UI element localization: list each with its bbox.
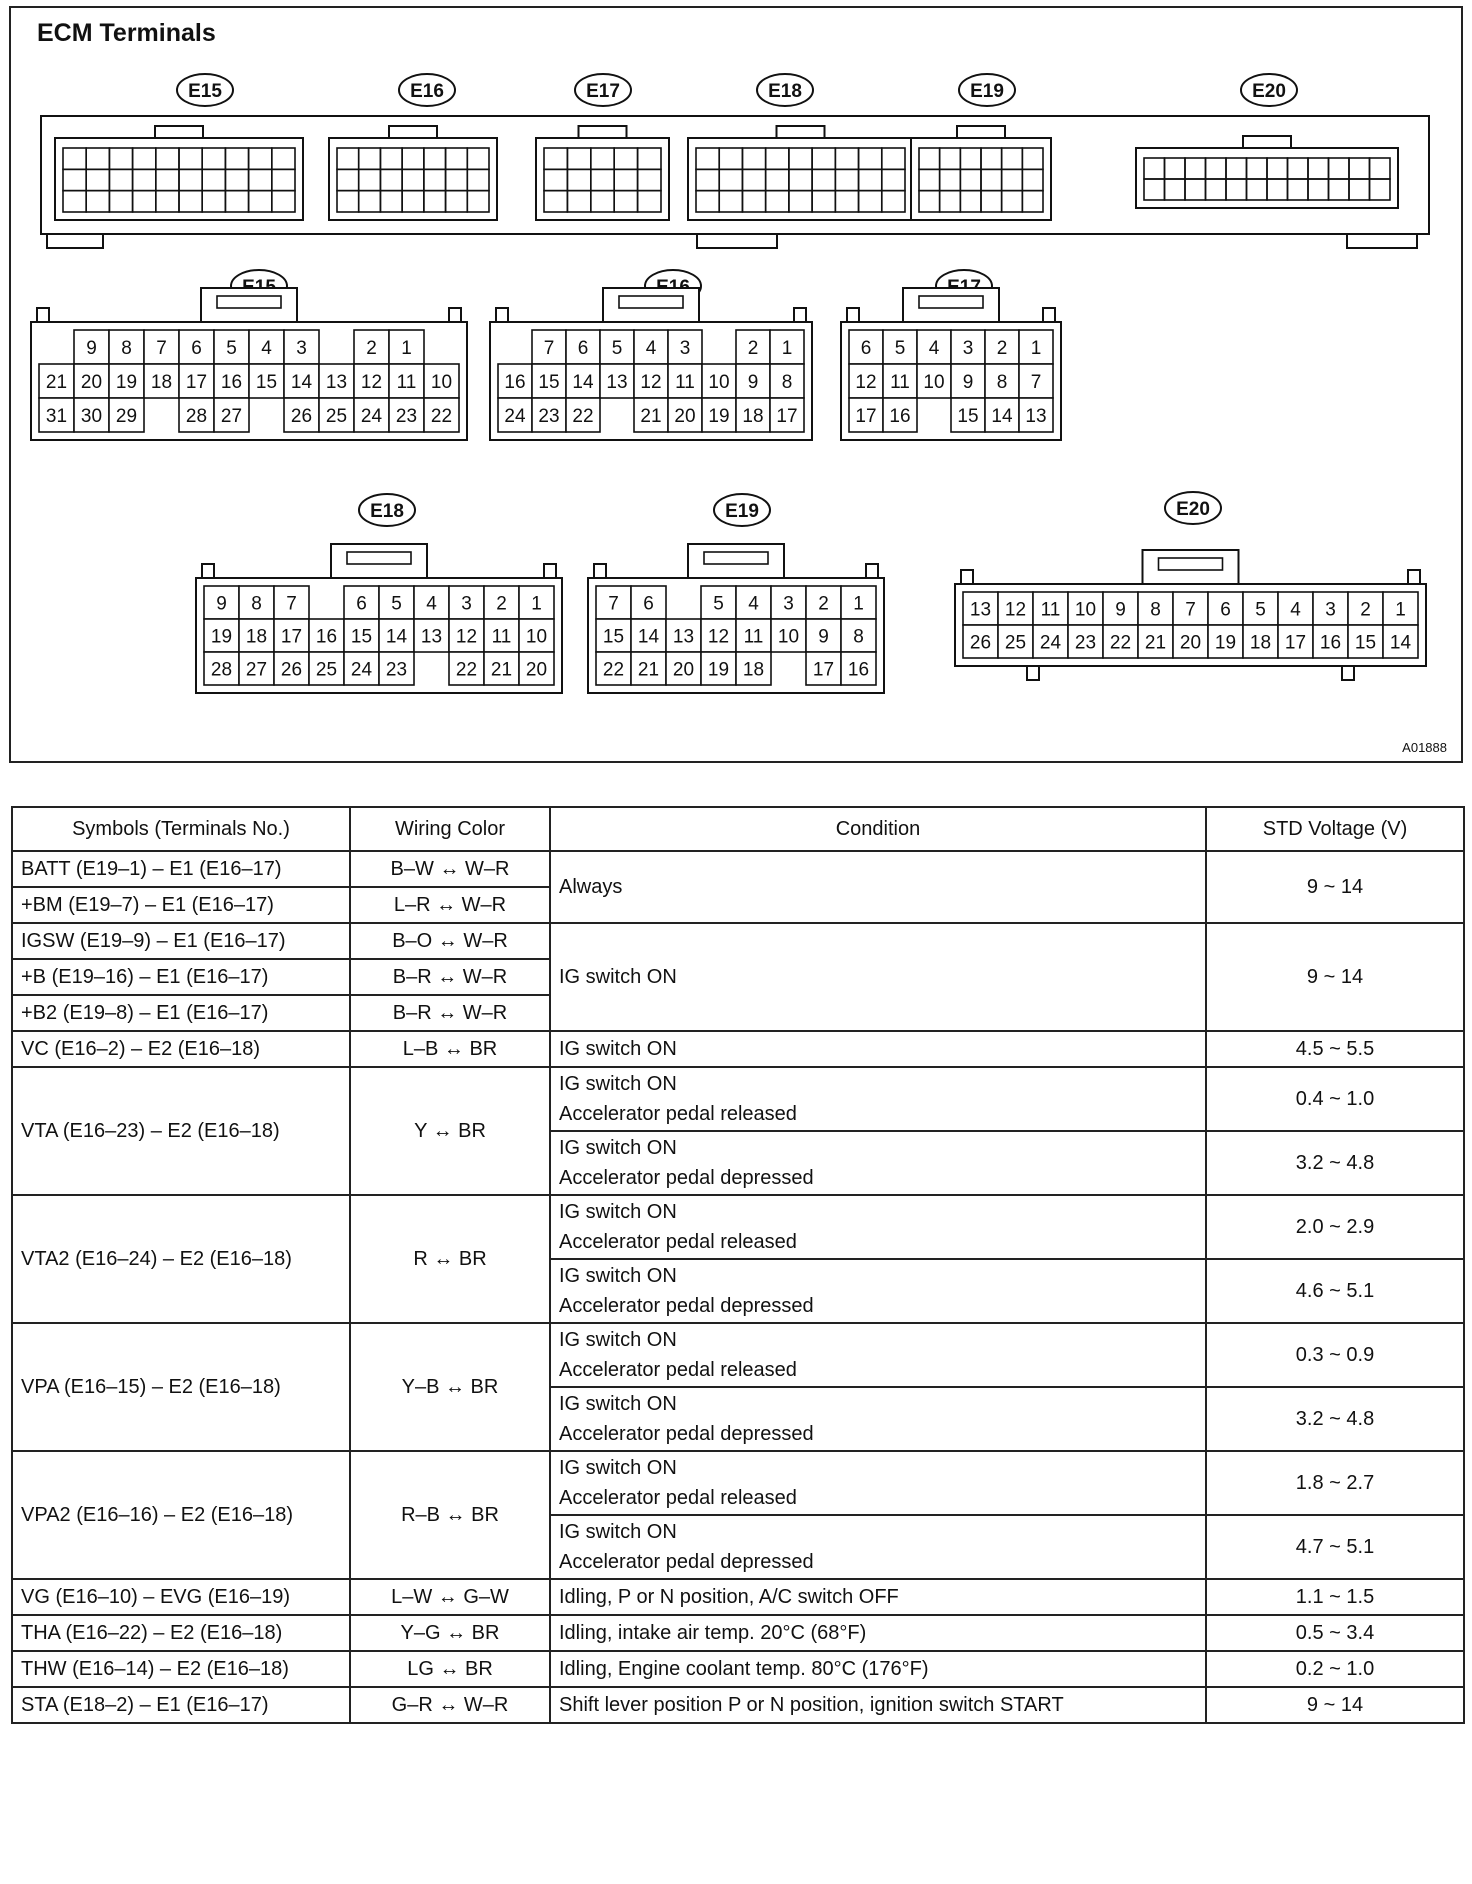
- pin-number: 6: [191, 338, 202, 359]
- pin-number: 26: [969, 632, 992, 654]
- condition-cell: [550, 1515, 1206, 1579]
- top-label-e20: E20: [1252, 81, 1286, 102]
- pin-number: 5: [713, 593, 724, 615]
- std-voltage-cell: 0.2 ~ 1.0: [1206, 1651, 1464, 1687]
- header-std-voltage: STD Voltage (V): [1206, 807, 1464, 851]
- pin-number: 4: [261, 338, 272, 359]
- condition-text: Idling, Engine coolant temp. 80°C (176°F): [559, 1658, 929, 1680]
- symbol-cell: +BM (E19–7) – E1 (E16–17): [12, 887, 350, 923]
- pin-number: 30: [80, 406, 103, 427]
- pin-number: 4: [645, 338, 657, 359]
- condition-text: IG switch ON: [559, 1137, 677, 1159]
- pin-number: 4: [928, 338, 940, 359]
- pin-number: 11: [743, 626, 764, 648]
- condition-text: Accelerator pedal released: [559, 1103, 797, 1125]
- pin-number: 5: [391, 593, 402, 615]
- pin-number: 17: [185, 372, 208, 393]
- pin-number: 10: [923, 372, 945, 393]
- pin-number: 29: [115, 406, 138, 427]
- pin-number: 28: [185, 406, 208, 427]
- pin-number: 15: [350, 626, 373, 648]
- pin-number: 12: [360, 372, 383, 393]
- connector-e18-label: E18: [370, 501, 404, 522]
- connector-e20-post: [1408, 570, 1420, 584]
- condition-cell: [550, 1579, 1206, 1615]
- pin-number: 4: [1290, 599, 1301, 621]
- pin-number: 5: [1255, 599, 1266, 621]
- symbol-cell: THW (E16–14) – E2 (E16–18): [12, 1651, 350, 1687]
- connector-e15-latch: [201, 288, 297, 322]
- pin-number: 9: [1115, 599, 1126, 621]
- condition-text: Accelerator pedal released: [559, 1359, 797, 1381]
- pin-number: 11: [491, 626, 512, 648]
- ecm-connector-drawing: [11, 8, 1461, 761]
- pin-number: 11: [675, 372, 695, 393]
- pin-number: 16: [847, 659, 870, 681]
- condition-text: IG switch ON: [559, 1201, 677, 1223]
- pin-number: 16: [315, 626, 338, 648]
- wiring-color-cell: L–B ↔ BR: [350, 1031, 550, 1067]
- pin-number: 21: [637, 659, 660, 681]
- pin-number: 19: [707, 659, 730, 681]
- pin-number: 12: [855, 372, 877, 393]
- pin-number: 14: [637, 626, 660, 648]
- top-label-e18: E18: [768, 81, 802, 102]
- pin-number: 9: [86, 338, 97, 359]
- pin-number: 19: [115, 372, 138, 393]
- pin-number: 6: [1220, 599, 1231, 621]
- pin-number: 15: [602, 626, 625, 648]
- std-voltage-cell: 2.0 ~ 2.9: [1206, 1195, 1464, 1259]
- connector-e17-latch: [903, 288, 999, 322]
- pin-number: 8: [251, 593, 262, 615]
- pin-number: 20: [674, 406, 696, 427]
- pin-number: 26: [280, 659, 303, 681]
- condition-cell: [550, 1451, 1206, 1515]
- pin-number: 9: [962, 372, 974, 393]
- pin-number: 13: [420, 626, 443, 648]
- pin-number: 9: [818, 626, 829, 648]
- symbol-cell: IGSW (E19–9) – E1 (E16–17): [12, 923, 350, 959]
- pin-number: 10: [525, 626, 548, 648]
- table-body: [12, 851, 1464, 1723]
- pin-number: 3: [1325, 599, 1336, 621]
- top-connector-latch: [777, 126, 825, 138]
- pin-number: 22: [455, 659, 478, 681]
- condition-text: Accelerator pedal depressed: [559, 1167, 814, 1189]
- condition-cell: [550, 1615, 1206, 1651]
- connector-e19-latch: [688, 544, 784, 578]
- pin-number: 16: [889, 406, 911, 427]
- pin-number: 24: [350, 659, 373, 681]
- condition-cell: [550, 923, 1206, 1031]
- connector-e20-post: [1027, 666, 1039, 680]
- condition-cell: [550, 1131, 1206, 1195]
- pin-number: 14: [290, 372, 313, 393]
- pin-number: 19: [1214, 632, 1237, 654]
- table-row: [12, 1031, 1464, 1067]
- pin-number: 5: [894, 338, 906, 359]
- pin-number: 12: [455, 626, 478, 648]
- condition-text: IG switch ON: [559, 1073, 677, 1095]
- pin-number: 25: [315, 659, 338, 681]
- condition-text: IG switch ON: [559, 1393, 677, 1415]
- pin-number: 18: [150, 372, 173, 393]
- connector-e18-post: [202, 564, 214, 578]
- pin-number: 8: [781, 372, 793, 393]
- pin-number: 2: [818, 593, 829, 615]
- connector-e20-post: [1342, 666, 1354, 680]
- pin-number: 3: [783, 593, 794, 615]
- top-label-e16: E16: [410, 81, 444, 102]
- pin-number: 25: [1004, 632, 1027, 654]
- connector-e20-label: E20: [1176, 499, 1210, 520]
- symbol-cell: VTA2 (E16–24) – E2 (E16–18): [12, 1195, 350, 1323]
- pin-number: 31: [45, 406, 68, 427]
- terminal-spec-table: [11, 806, 1465, 1724]
- connector-e18-latch: [331, 544, 427, 578]
- condition-text: Idling, P or N position, A/C switch OFF: [559, 1586, 899, 1608]
- pin-number: 10: [708, 372, 730, 393]
- pin-number: 5: [226, 338, 237, 359]
- pin-number: 7: [608, 593, 619, 615]
- pin-number: 20: [672, 659, 695, 681]
- condition-text: Accelerator pedal released: [559, 1231, 797, 1253]
- pin-number: 13: [1025, 406, 1047, 427]
- pin-number: 26: [290, 406, 313, 427]
- pin-number: 12: [707, 626, 730, 648]
- condition-text: IG switch ON: [559, 1521, 677, 1543]
- condition-text: Accelerator pedal depressed: [559, 1295, 814, 1317]
- header-condition: Condition: [550, 807, 1206, 851]
- ecm-terminals-diagram: [9, 6, 1463, 763]
- pin-number: 8: [853, 626, 864, 648]
- pin-number: 7: [156, 338, 167, 359]
- pin-number: 1: [781, 338, 793, 359]
- table-row: [12, 851, 1464, 887]
- pin-number: 24: [360, 406, 383, 427]
- table-row: [12, 923, 1464, 959]
- wiring-color-cell: R ↔ BR: [350, 1195, 550, 1323]
- std-voltage-cell: 9 ~ 14: [1206, 923, 1464, 1031]
- std-voltage-cell: 4.6 ~ 5.1: [1206, 1259, 1464, 1323]
- std-voltage-cell: 4.7 ~ 5.1: [1206, 1515, 1464, 1579]
- condition-cell: [550, 1195, 1206, 1259]
- pin-number: 15: [957, 406, 979, 427]
- pin-number: 3: [461, 593, 472, 615]
- symbol-cell: STA (E18–2) – E1 (E16–17): [12, 1687, 350, 1723]
- pin-number: 23: [385, 659, 408, 681]
- condition-text: Accelerator pedal depressed: [559, 1551, 814, 1573]
- symbol-cell: VC (E16–2) – E2 (E16–18): [12, 1031, 350, 1067]
- pin-number: 4: [426, 593, 437, 615]
- pin-number: 17: [812, 659, 835, 681]
- pin-number: 1: [401, 338, 412, 359]
- condition-cell: [550, 1067, 1206, 1131]
- pin-number: 1: [853, 593, 864, 615]
- pin-number: 17: [280, 626, 303, 648]
- pin-number: 18: [742, 659, 765, 681]
- condition-text: Always: [559, 876, 623, 898]
- top-label-e19: E19: [970, 81, 1004, 102]
- connector-e15-post: [37, 308, 49, 322]
- top-label-e15: E15: [188, 81, 222, 102]
- symbol-cell: +B2 (E19–8) – E1 (E16–17): [12, 995, 350, 1031]
- pin-number: 2: [366, 338, 377, 359]
- pin-number: 8: [121, 338, 132, 359]
- symbol-cell: +B (E19–16) – E1 (E16–17): [12, 959, 350, 995]
- symbol-cell: BATT (E19–1) – E1 (E16–17): [12, 851, 350, 887]
- pin-number: 11: [890, 372, 910, 393]
- table-row: [12, 1687, 1464, 1723]
- pin-number: 7: [543, 338, 555, 359]
- connector-e17-post: [847, 308, 859, 322]
- pin-number: 7: [1030, 372, 1042, 393]
- pin-number: 2: [747, 338, 759, 359]
- wiring-color-cell: B–W ↔ W–R: [350, 851, 550, 887]
- pin-number: 16: [504, 372, 526, 393]
- pin-number: 13: [969, 599, 992, 621]
- wiring-color-cell: B–R ↔ W–R: [350, 959, 550, 995]
- std-voltage-cell: 0.4 ~ 1.0: [1206, 1067, 1464, 1131]
- header-wiring-color: Wiring Color: [350, 807, 550, 851]
- condition-text: Accelerator pedal released: [559, 1487, 797, 1509]
- ecm-housing-foot: [697, 234, 777, 248]
- connector-e17-post: [1043, 308, 1055, 322]
- pin-number: 18: [742, 406, 764, 427]
- wiring-color-cell: Y–G ↔ BR: [350, 1615, 550, 1651]
- ecm-housing-foot: [47, 234, 103, 248]
- pin-number: 6: [860, 338, 872, 359]
- pin-number: 16: [1319, 632, 1342, 654]
- std-voltage-cell: 0.3 ~ 0.9: [1206, 1323, 1464, 1387]
- pin-number: 3: [296, 338, 307, 359]
- top-connector-latch: [579, 126, 627, 138]
- pin-number: 22: [1109, 632, 1132, 654]
- pin-number: 8: [996, 372, 1008, 393]
- std-voltage-cell: 9 ~ 14: [1206, 851, 1464, 923]
- table-row: [12, 1323, 1464, 1387]
- pin-number: 11: [396, 372, 417, 393]
- table-row: [12, 1451, 1464, 1515]
- wiring-color-cell: G–R ↔ W–R: [350, 1687, 550, 1723]
- pin-number: 24: [1039, 632, 1062, 654]
- condition-text: IG switch ON: [559, 966, 677, 988]
- pin-number: 25: [325, 406, 348, 427]
- pin-number: 13: [672, 626, 695, 648]
- symbol-cell: VTA (E16–23) – E2 (E16–18): [12, 1067, 350, 1195]
- pin-number: 24: [504, 406, 526, 427]
- wiring-color-cell: L–W ↔ G–W: [350, 1579, 550, 1615]
- pin-number: 2: [1360, 599, 1371, 621]
- std-voltage-cell: 3.2 ~ 4.8: [1206, 1387, 1464, 1451]
- pin-number: 15: [538, 372, 560, 393]
- pin-number: 10: [1074, 599, 1097, 621]
- std-voltage-cell: 0.5 ~ 3.4: [1206, 1615, 1464, 1651]
- connector-e19-label: E19: [725, 501, 759, 522]
- table-row: [12, 1195, 1464, 1259]
- pin-number: 6: [643, 593, 654, 615]
- condition-cell: [550, 1387, 1206, 1451]
- pin-number: 7: [1185, 599, 1196, 621]
- pin-number: 20: [525, 659, 548, 681]
- pin-number: 23: [538, 406, 560, 427]
- pin-number: 12: [640, 372, 662, 393]
- connector-e19-post: [594, 564, 606, 578]
- wiring-color-cell: R–B ↔ BR: [350, 1451, 550, 1579]
- symbol-cell: VG (E16–10) – EVG (E16–19): [12, 1579, 350, 1615]
- pin-number: 17: [1284, 632, 1307, 654]
- pin-number: 11: [1040, 599, 1061, 621]
- pin-number: 23: [395, 406, 418, 427]
- pin-number: 1: [1030, 338, 1042, 359]
- header-symbols: Symbols (Terminals No.): [12, 807, 350, 851]
- pin-number: 28: [210, 659, 233, 681]
- pin-number: 22: [430, 406, 453, 427]
- pin-number: 18: [245, 626, 268, 648]
- pin-number: 27: [220, 406, 243, 427]
- pin-number: 18: [1249, 632, 1272, 654]
- pin-number: 5: [611, 338, 623, 359]
- condition-cell: [550, 1259, 1206, 1323]
- top-connector-latch: [957, 126, 1005, 138]
- pin-number: 23: [1074, 632, 1097, 654]
- connector-e20-latch: [1143, 550, 1239, 584]
- pin-number: 14: [991, 406, 1013, 427]
- pin-number: 13: [325, 372, 348, 393]
- condition-cell: [550, 1323, 1206, 1387]
- connector-e20-post: [961, 570, 973, 584]
- pin-number: 6: [356, 593, 367, 615]
- connector-e16-post: [496, 308, 508, 322]
- pin-number: 1: [531, 593, 542, 615]
- pin-number: 21: [1144, 632, 1167, 654]
- pin-number: 22: [602, 659, 625, 681]
- top-connector-latch: [155, 126, 203, 138]
- top-connector-latch: [389, 126, 437, 138]
- pin-number: 8: [1150, 599, 1161, 621]
- pin-number: 3: [679, 338, 691, 359]
- table-row: [12, 1651, 1464, 1687]
- connector-e16-latch: [603, 288, 699, 322]
- pin-number: 10: [777, 626, 800, 648]
- pin-number: 17: [855, 406, 877, 427]
- wiring-color-cell: B–O ↔ W–R: [350, 923, 550, 959]
- pin-number: 22: [572, 406, 594, 427]
- pin-number: 15: [1354, 632, 1377, 654]
- pin-number: 14: [385, 626, 408, 648]
- pin-number: 20: [1179, 632, 1202, 654]
- table-row: [12, 1067, 1464, 1131]
- pin-number: 19: [708, 406, 730, 427]
- condition-cell: [550, 1687, 1206, 1723]
- wiring-color-cell: Y–B ↔ BR: [350, 1323, 550, 1451]
- pin-number: 20: [80, 372, 103, 393]
- figure-code: A01888: [1402, 740, 1447, 755]
- pin-number: 4: [748, 593, 759, 615]
- condition-cell: [550, 851, 1206, 923]
- condition-text: Accelerator pedal depressed: [559, 1423, 814, 1445]
- std-voltage-cell: 9 ~ 14: [1206, 1687, 1464, 1723]
- pin-number: 16: [220, 372, 243, 393]
- connector-e15-post: [449, 308, 461, 322]
- symbol-cell: VPA (E16–15) – E2 (E16–18): [12, 1323, 350, 1451]
- top-connector-latch: [1243, 136, 1291, 148]
- pin-number: 27: [245, 659, 268, 681]
- pin-number: 2: [496, 593, 507, 615]
- std-voltage-cell: 1.8 ~ 2.7: [1206, 1451, 1464, 1515]
- wiring-color-cell: LG ↔ BR: [350, 1651, 550, 1687]
- pin-number: 19: [210, 626, 233, 648]
- diagram-title: ECM Terminals: [37, 19, 216, 47]
- top-connector-body: [688, 138, 913, 220]
- condition-text: IG switch ON: [559, 1329, 677, 1351]
- wiring-color-cell: Y ↔ BR: [350, 1067, 550, 1195]
- ecm-housing-foot: [1347, 234, 1417, 248]
- table-row: [12, 1579, 1464, 1615]
- condition-text: IG switch ON: [559, 1038, 677, 1060]
- connector-e16-post: [794, 308, 806, 322]
- condition-text: Shift lever position P or N position, ignition switch START: [559, 1694, 1064, 1716]
- wiring-color-cell: B–R ↔ W–R: [350, 995, 550, 1031]
- pin-number: 15: [255, 372, 278, 393]
- condition-text: Idling, intake air temp. 20°C (68°F): [559, 1622, 867, 1644]
- condition-text: IG switch ON: [559, 1457, 677, 1479]
- top-connector-body: [536, 138, 669, 220]
- connector-e19-post: [866, 564, 878, 578]
- pin-number: 10: [430, 372, 453, 393]
- condition-cell: [550, 1651, 1206, 1687]
- pin-number: 17: [776, 406, 798, 427]
- top-connector-body: [329, 138, 497, 220]
- pin-number: 9: [747, 372, 759, 393]
- pin-number: 14: [572, 372, 594, 393]
- table-header-row: [12, 807, 1464, 851]
- pin-number: 3: [962, 338, 974, 359]
- condition-cell: [550, 1031, 1206, 1067]
- wiring-color-cell: L–R ↔ W–R: [350, 887, 550, 923]
- pin-number: 6: [577, 338, 589, 359]
- connector-e18-post: [544, 564, 556, 578]
- std-voltage-cell: 4.5 ~ 5.5: [1206, 1031, 1464, 1067]
- condition-text: IG switch ON: [559, 1265, 677, 1287]
- pin-number: 21: [640, 406, 662, 427]
- pin-number: 9: [216, 593, 227, 615]
- pin-number: 21: [490, 659, 513, 681]
- std-voltage-cell: 3.2 ~ 4.8: [1206, 1131, 1464, 1195]
- pin-number: 13: [606, 372, 628, 393]
- std-voltage-cell: 1.1 ~ 1.5: [1206, 1579, 1464, 1615]
- pin-number: 7: [286, 593, 297, 615]
- pin-number: 14: [1389, 632, 1412, 654]
- pin-number: 21: [45, 372, 68, 393]
- pin-number: 1: [1395, 599, 1406, 621]
- pin-number: 12: [1004, 599, 1027, 621]
- top-label-e17: E17: [586, 81, 620, 102]
- symbol-cell: VPA2 (E16–16) – E2 (E16–18): [12, 1451, 350, 1579]
- table-row: [12, 1615, 1464, 1651]
- symbol-cell: THA (E16–22) – E2 (E16–18): [12, 1615, 350, 1651]
- pin-number: 2: [996, 338, 1008, 359]
